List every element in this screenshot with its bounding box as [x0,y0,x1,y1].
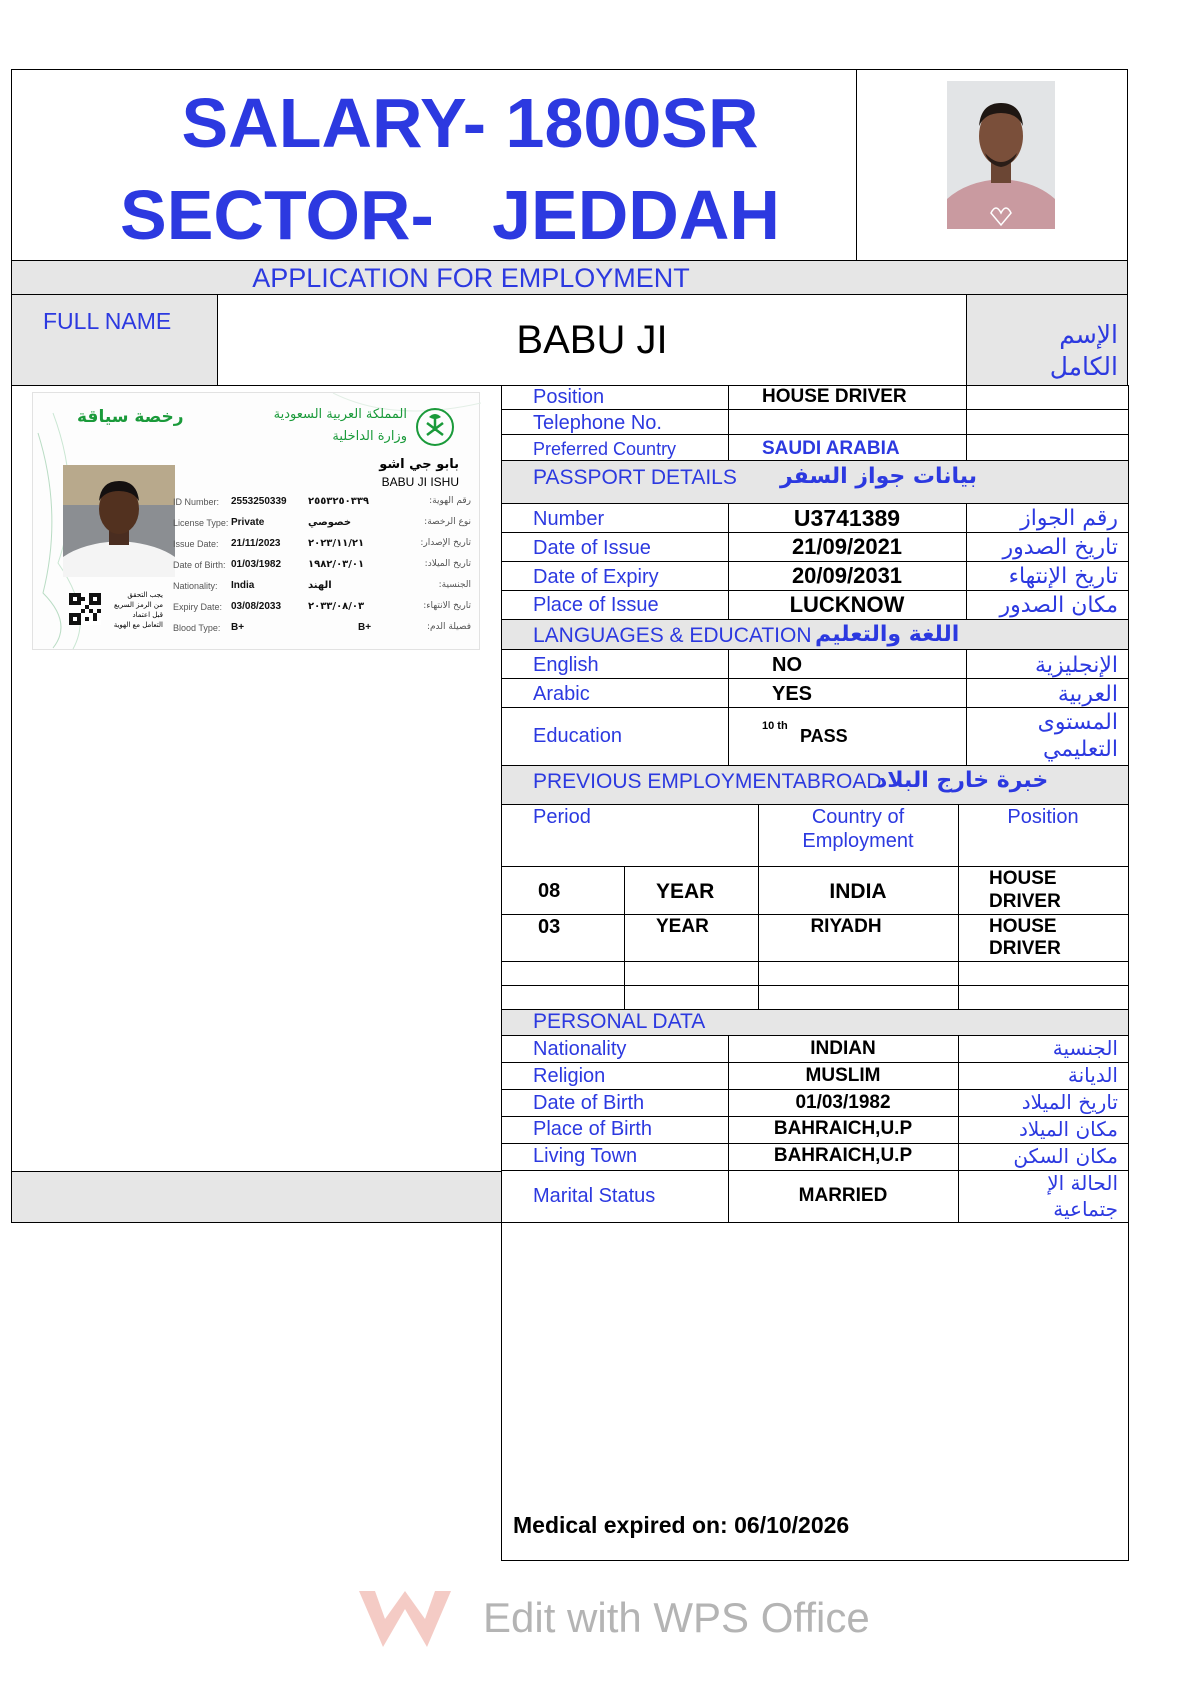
employment-heading: PREVIOUS EMPLOYMENTABROAD [533,770,882,793]
position-value: HOUSE DRIVER [762,386,907,407]
issue-date-label: Date of Issue [533,537,651,559]
passport-heading: PASSPORT DETAILS [533,466,737,489]
watermark-text: Edit with WPS Office [483,1594,870,1641]
marital-status-ar-1: الحالة الإ [1047,1171,1118,1195]
employment-row-1-pos-2: DRIVER [989,891,1061,912]
place-of-issue-label: Place of Issue [533,594,659,616]
card-row: Issue Date: 21/11/2023 ٢٠٢٣/١١/٢١ تاريخ الإصدار: [173,538,471,549]
expiry-date-value: 20/09/2031 [791,563,903,588]
living-town-value: BAHRAICH,U.P [773,1145,913,1166]
telephone-label: Telephone No. [533,412,662,434]
full-name-label-ar-2: الكامل [1049,352,1118,381]
personal-heading: PERSONAL DATA [533,1010,706,1033]
sector-heading: SECTOR- JEDDAH [120,176,780,254]
qr-note: يجب التحقق من الرمز السريع قبل اعتماد التعامل مع الهوية [113,591,163,629]
dob-value: 01/03/1982 [795,1092,891,1113]
living-town-label: Living Town [533,1145,638,1167]
issue-date-ar: تاريخ الصدور [1002,535,1118,560]
qr-code-icon [69,593,101,625]
col-position: Position [1007,806,1079,828]
arabic-value: YES [772,683,813,705]
full-name-label-ar-1: الإسم [1059,320,1118,349]
card-name-en: BABU JI ISHU [381,475,459,489]
nationality-ar: الجنسية [1052,1036,1118,1060]
languages-heading: LANGUAGES & EDUCATION [533,624,812,647]
col-period: Period [533,806,591,828]
full-name-label: FULL NAME [43,308,172,334]
marital-status-label: Marital Status [533,1185,656,1207]
education-ar-1: المستوى [1037,710,1118,735]
english-label: English [533,654,599,676]
employment-row-2-num: 03 [538,916,561,938]
arabic-label: Arabic [533,683,590,705]
education-label: Education [533,725,622,747]
place-of-birth-value: BAHRAICH,U.P [773,1118,913,1139]
card-data [171,493,471,640]
passport-heading-ar: بيانات جواز السفر [780,464,978,489]
id-card [32,392,480,650]
arabic-ar: العربية [1057,682,1118,707]
card-row: License Type: Private خصوصي نوع الرخصة: [173,517,471,528]
saudi-emblem-icon [415,407,455,447]
expiry-date-label: Date of Expiry [533,566,659,588]
full-name-value: BABU JI [516,318,668,362]
col-country-2: Employment [802,830,914,852]
education-value: PASS [800,726,848,746]
education-ar-2: التعليمي [1042,737,1118,762]
card-row: ID Number: 2553250339 ٢٥٥٣٢٥٠٣٣٩ رقم الهوية: [173,496,471,507]
religion-value: MUSLIM [805,1065,881,1086]
employment-row-2-country: RIYADH [810,916,882,937]
education-superscript: 10 th [762,720,788,732]
place-of-birth-ar: مكان الميلاد [1019,1117,1118,1141]
card-row: Expiry Date: 03/08/2033 ٢٠٣٣/٠٨/٠٣ تاريخ الانتهاء: [173,601,471,612]
passport-number-label: Number [533,508,605,530]
languages-heading-ar: اللغة والتعليم [815,622,960,647]
applicant-photo [947,81,1055,229]
preferred-country-label: Preferred Country [533,439,677,459]
dob-label: Date of Birth [533,1092,645,1114]
employment-row-2-unit: YEAR [656,916,709,937]
english-ar: الإنجليزية [1035,653,1118,678]
nationality-label: Nationality [533,1038,627,1060]
wps-logo-icon [355,1585,455,1651]
employment-row-1-pos-1: HOUSE [989,868,1057,889]
religion-label: Religion [533,1065,606,1087]
employment-row-2-pos-1: HOUSE [989,916,1057,937]
place-of-issue-ar: مكان الصدور [999,593,1118,618]
employment-heading-ar: خبرة خارج البلاد [876,768,1049,793]
marital-status-ar-2: جتماعية [1053,1197,1118,1221]
religion-ar: الديانة [1067,1063,1118,1087]
card-ministry-ar: وزارة الداخلية [332,429,407,444]
salary-heading: SALARY- 1800SR [181,84,759,162]
passport-number-ar: رقم الجواز [1020,506,1118,531]
place-of-issue-value: LUCKNOW [789,592,905,617]
living-town-ar: مكان السكن [1013,1144,1118,1168]
card-photo [63,465,175,577]
card-row: Date of Birth: 01/03/1982 ١٩٨٢/٠٣/٠١ تاريخ الميلاد: [173,559,471,570]
card-title-ar: رخصة سياقة [77,407,184,427]
col-country-1: Country of [811,806,905,828]
passport-number-value: U3741389 [793,505,901,531]
position-label: Position [533,386,605,408]
employment-row-1-unit: YEAR [656,880,715,903]
card-kingdom-ar: المملكة العربية السعودية [273,407,407,422]
card-name-ar: بابو جي اشو [379,457,459,472]
card-row: Nationality: India الهند الجنسية: [173,580,471,591]
marital-status-value: MARRIED [798,1185,888,1206]
nationality-value: INDIAN [810,1038,876,1059]
place-of-birth-label: Place of Birth [533,1118,652,1140]
employment-row-2-pos-2: DRIVER [989,938,1061,959]
preferred-country-value: SAUDI ARABIA [762,438,900,459]
card-row: Blood Type: B+ B+ فصيلة الدم: [173,622,471,633]
dob-ar: تاريخ الميلاد [1021,1090,1118,1114]
application-title: APPLICATION FOR EMPLOYMENT [252,263,690,293]
expiry-date-ar: تاريخ الإنتهاء [1008,564,1118,589]
medical-expiry: Medical expired on: 06/10/2026 [513,1512,850,1538]
employment-row-1-num: 08 [538,880,561,902]
english-value: NO [772,654,802,676]
employment-row-1-country: INDIA [829,880,887,903]
issue-date-value: 21/09/2021 [791,534,903,559]
